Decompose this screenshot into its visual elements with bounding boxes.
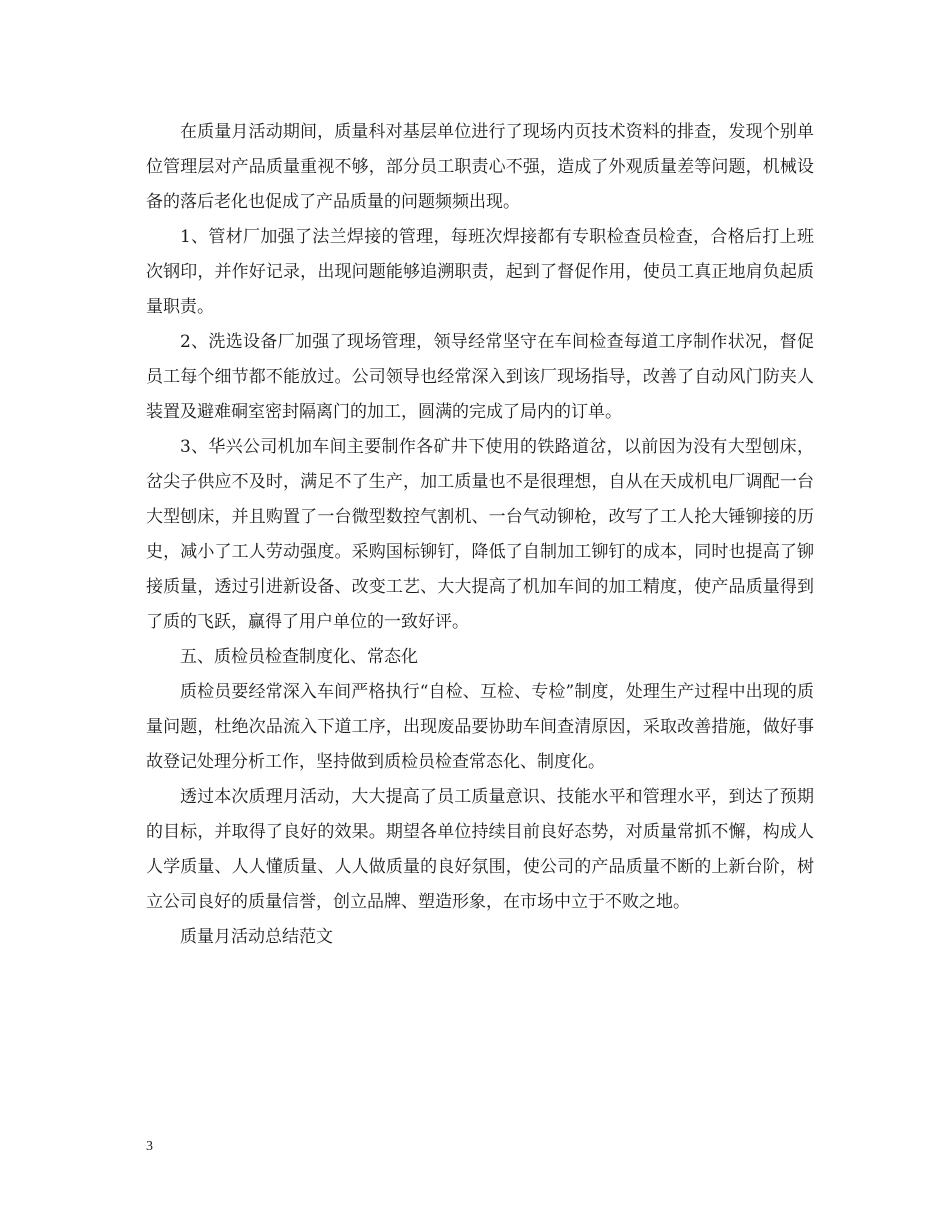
section-heading-five: 五、质检员检查制度化、常态化 xyxy=(180,647,418,667)
paragraph-title-next: 质量月活动总结范文 xyxy=(180,927,333,947)
page-number: 3 xyxy=(146,1139,153,1154)
paragraph-inspector: 质检员要经常深入车间严格执行“自检、互检、专检”制度，处理生产过程中出现的质量问题，杜绝次品流入下道工序，出现废品要协助车间查清原因，采取改善措施，做好事故登记处理分析工作，坚持做到质检员检查常态化、制度化。 xyxy=(146,682,814,772)
paragraph-conclusion: 透过本次质理月活动，大大提高了员工质量意识、技能水平和管理水平，到达了预期的目标，并取得了良好的效果。期望各单位持续目前良好态势，对质量常抓不懈，构成人人学质量、人人懂质量、人人做质量的良好氛围，使公司的产品质量不断的上新台阶，树立公司良好的质量信誉，创立品牌、塑造形象，在市场中立于不败之地。 xyxy=(146,787,814,912)
paragraph-intro: 在质量月活动期间，质量科对基层单位进行了现场内页技术资料的排查，发现个别单位管理层对产品质量重视不够，部分员工职责心不强，造成了外观质量差等问题，机械设备的落后老化也促成了产品质量的问题频频出现。 xyxy=(146,122,814,212)
paragraph-item-3: 3、华兴公司机加车间主要制作各矿井下使用的铁路道岔，以前因为没有大型刨床，岔尖子供应不及时，满足不了生产，加工质量也不是很理想，自从在天成机电厂调配一台大型刨床，并且购置了一台微型数控气割机、一台气动铆枪，改写了工人抡大锤铆接的历史，减小了工人劳动强度。采购国标铆钉，降低了自制加工铆钉的成本，同时也提高了铆接质量，透过引进新设备、改变工艺、大大提高了机加车间的加工精度，使产品质量得到了质的飞跃，赢得了用户单位的一致好评。 xyxy=(146,437,814,632)
document-body xyxy=(146,115,814,955)
paragraph-item-2: 2、洗选设备厂加强了现场管理，领导经常坚守在车间检查每道工序制作状况，督促员工每个细节都不能放过。公司领导也经常深入到该厂现场指导，改善了自动风门防夹人装置及避难硐室密封隔离门的加工，圆满的完成了局内的订单。 xyxy=(146,332,814,422)
paragraph-item-1: 1、管材厂加强了法兰焊接的管理，每班次焊接都有专职检查员检查，合格后打上班次钢印，并作好记录，出现问题能够追溯职责，起到了督促作用，使员工真正地肩负起质量职责。 xyxy=(146,227,814,317)
